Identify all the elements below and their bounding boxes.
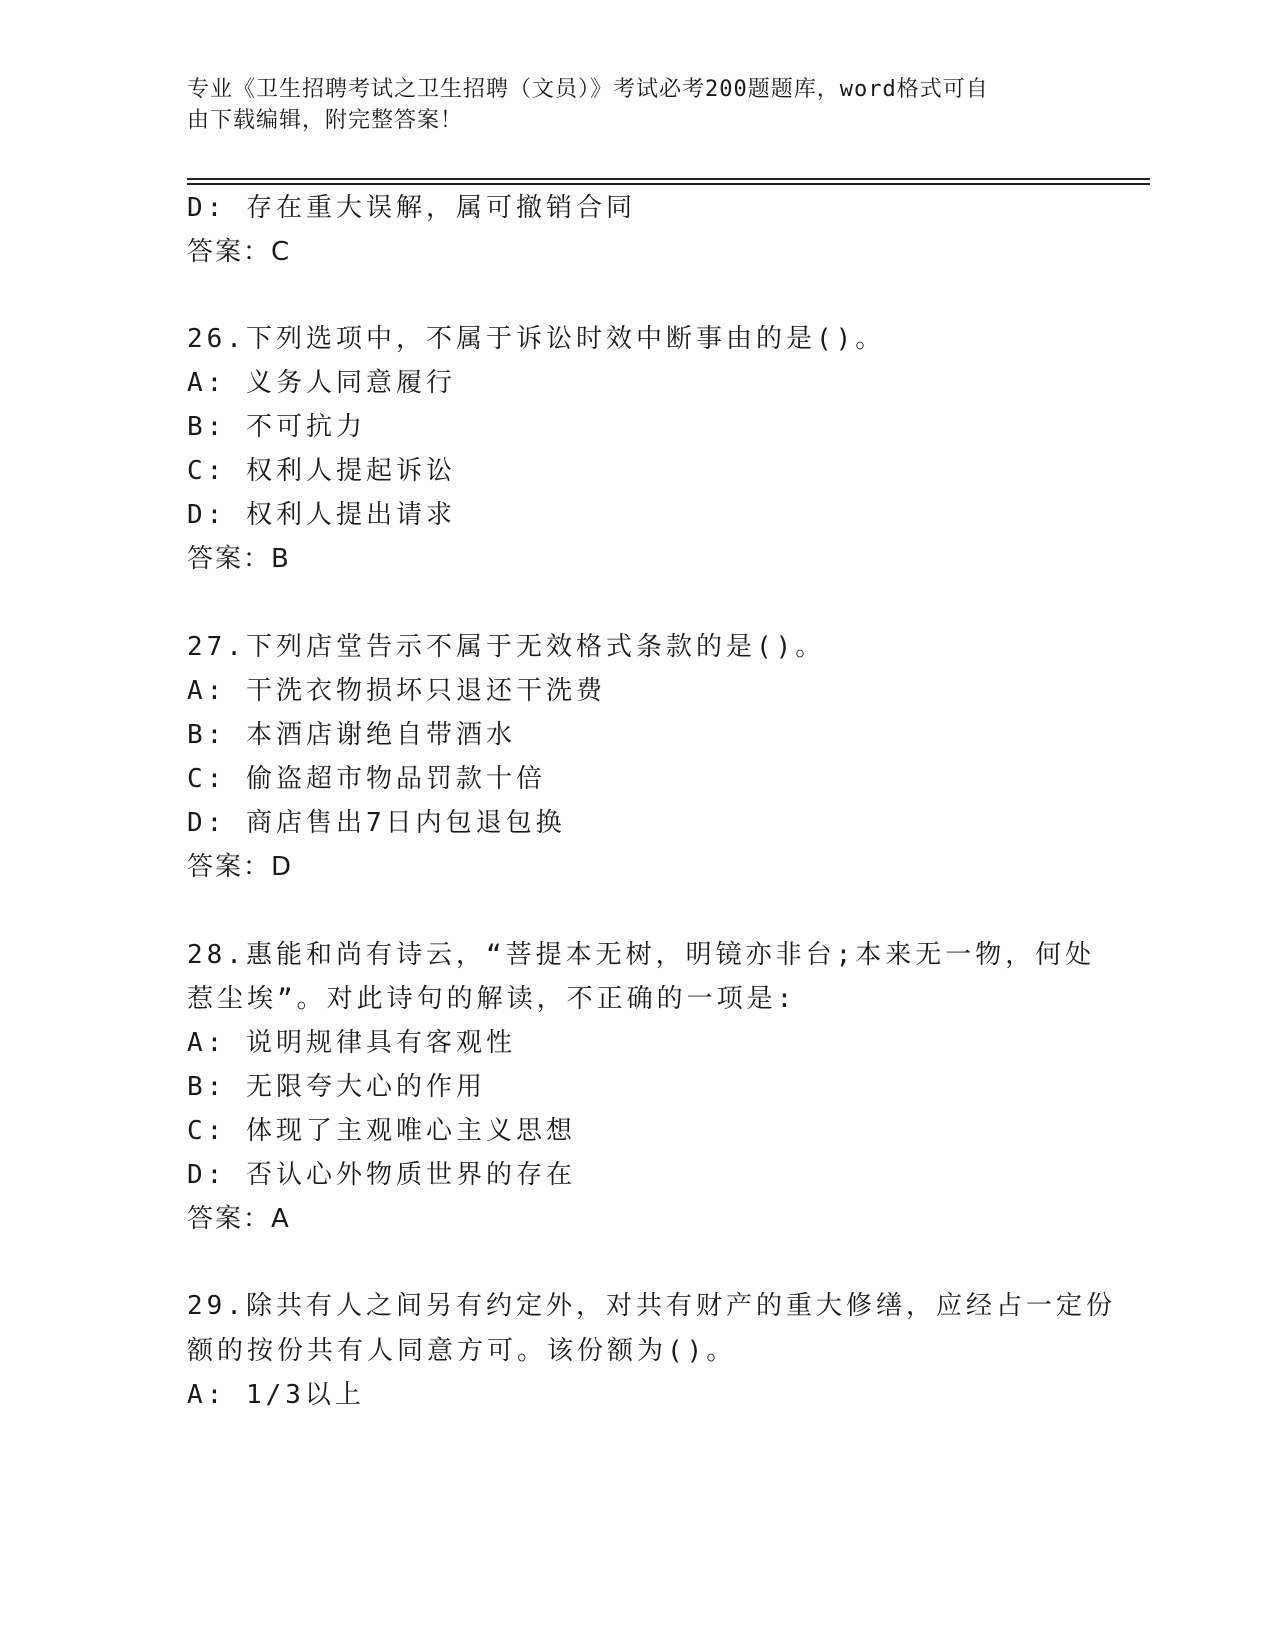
header-divider-bottom [187,183,1150,185]
prev-answer: 答案：C [187,237,292,267]
question-28-answer: 答案：A [187,1204,291,1234]
question-27-option-c: C: 偷盗超市物品罚款十倍 [187,764,546,794]
question-26-option-a: A: 义务人同意履行 [187,368,456,398]
question-26-option-b: B: 不可抗力 [187,412,366,442]
question-26-answer: 答案：B [187,544,291,574]
question-26-stem: 26.下列选项中，不属于诉讼时效中断事由的是()。 [187,324,886,354]
question-27-answer: 答案：D [187,852,294,882]
question-28-stem-line-2: 惹尘埃”。对此诗句的解读，不正确的一项是: [187,984,797,1014]
header-divider-top [187,178,1150,180]
question-28-option-b: B: 无限夸大心的作用 [187,1072,486,1102]
header-line-2: 由下载编辑，附完整答案！ [187,108,464,133]
question-29-stem-line-2: 额的按份共有人同意方可。该份额为()。 [187,1336,737,1366]
question-27-stem: 27.下列店堂告示不属于无效格式条款的是()。 [187,632,826,662]
document-header [187,74,1067,136]
question-26-option-d: D: 权利人提出请求 [187,500,456,530]
question-27-option-a: A: 干洗衣物损坏只退还干洗费 [187,676,606,706]
question-27-option-d: D: 商店售出7日内包退包换 [187,808,566,838]
question-26-option-c: C: 权利人提起诉讼 [187,456,456,486]
header-line-1: 专业《卫生招聘考试之卫生招聘（文员）》考试必考200题题库，word格式可自 [187,77,989,102]
question-28-stem-line-1: 28.惠能和尚有诗云，“菩提本无树，明镜亦非台;本来无一物，何处 [187,940,1096,970]
question-29-stem-line-1: 29.除共有人之间另有约定外，对共有财产的重大修缮，应经占一定份 [187,1291,1116,1321]
question-28-option-a: A: 说明规律具有客观性 [187,1028,516,1058]
question-27-option-b: B: 本酒店谢绝自带酒水 [187,720,516,750]
question-29-option-a: A: 1/3以上 [187,1380,365,1410]
question-28-option-c: C: 体现了主观唯心主义思想 [187,1116,576,1146]
question-28-option-d: D: 否认心外物质世界的存在 [187,1160,576,1190]
prev-option-d: D: 存在重大误解，属可撤销合同 [187,193,636,223]
